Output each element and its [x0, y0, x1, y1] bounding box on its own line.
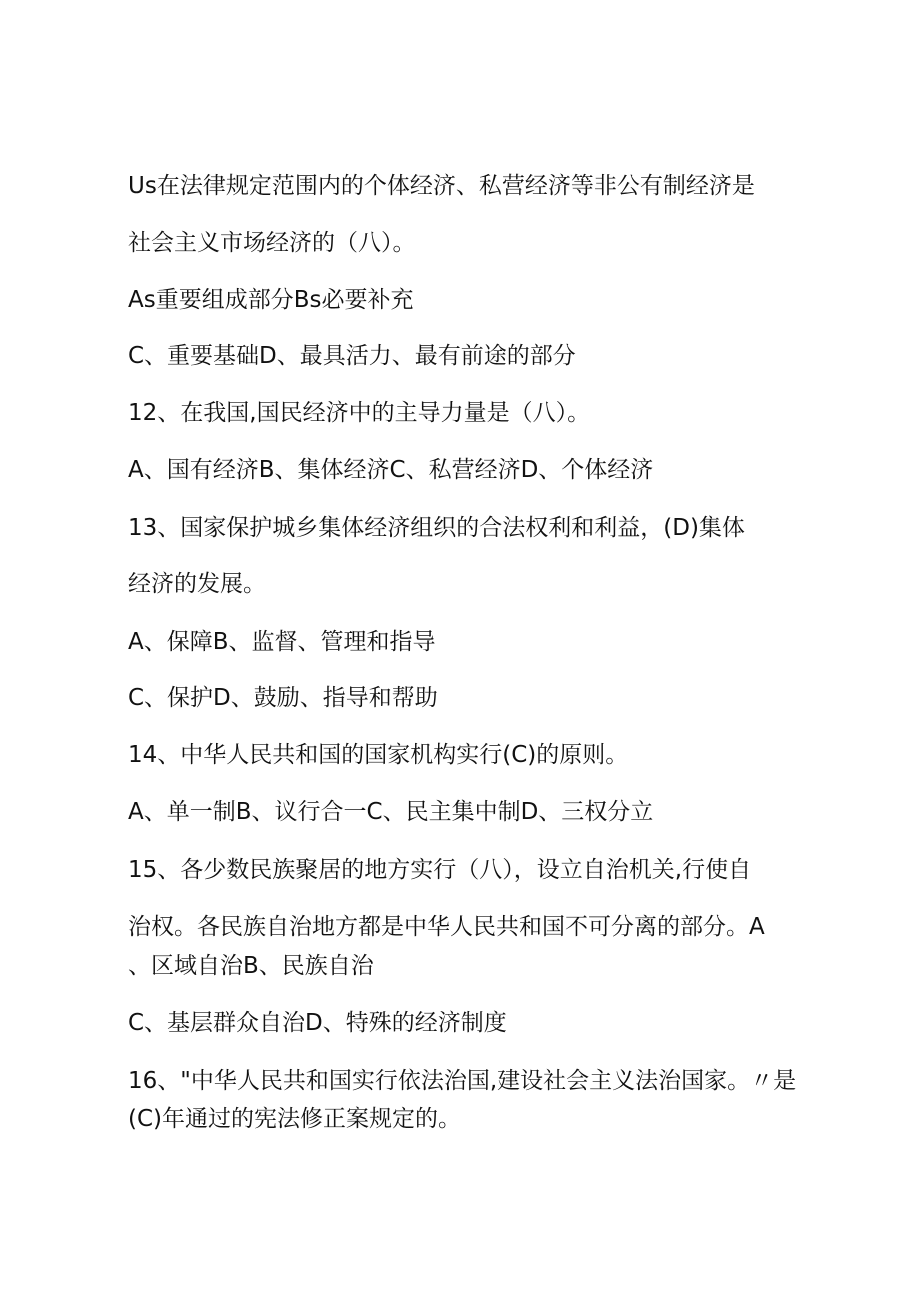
text-line-q11-options-cd: C、重要基础D、最具活力、最有前途的部分: [128, 343, 576, 369]
text-line-q13-part2: 经济的发展。: [128, 571, 266, 597]
text-line-q16-part2: (C)年通过的宪法修正案规定的。: [128, 1106, 462, 1132]
text-line-q11-options-ab: As重要组成部分Bs必要补充: [128, 287, 414, 313]
text-line-q14: 14、中华人民共和国的国家机构实行(C)的原则。: [128, 742, 629, 768]
text-line-q14-options: A、单一制B、议行合一C、民主集中制D、三权分立: [128, 799, 654, 825]
text-line-q15-options-cd: C、基层群众自治D、特殊的经济制度: [128, 1010, 507, 1036]
text-line-q11-part1: Us在法律规定范围内的个体经济、私营经济等非公有制经济是: [128, 173, 755, 199]
text-line-q15-part1: 15、各少数民族聚居的地方实行（八），设立自治机关,行使自: [128, 857, 752, 883]
text-line-q13-options-ab: A、保障B、监督、管理和指导: [128, 629, 436, 655]
text-line-q16-part1: 16、"中华人民共和国实行依法治国,建设社会主义法治国家。〃是: [128, 1068, 797, 1094]
text-line-q13-part1: 13、国家保护城乡集体经济组织的合法权利和利益，(D)集体: [128, 515, 745, 541]
text-line-q13-options-cd: C、保护D、鼓励、指导和帮助: [128, 685, 438, 711]
text-line-q12-options: A、国有经济B、集体经济C、私营经济D、个体经济: [128, 457, 654, 483]
text-line-q15-part2: 治权。各民族自治地方都是中华人民共和国不可分离的部分。A: [128, 914, 765, 940]
text-line-q12: 12、在我国,国民经济中的主导力量是（八）。: [128, 400, 591, 426]
text-line-q15-options-ab: 、区域自治B、民族自治: [128, 953, 374, 979]
text-line-q11-part2: 社会主义市场经济的（八）。: [128, 230, 416, 256]
